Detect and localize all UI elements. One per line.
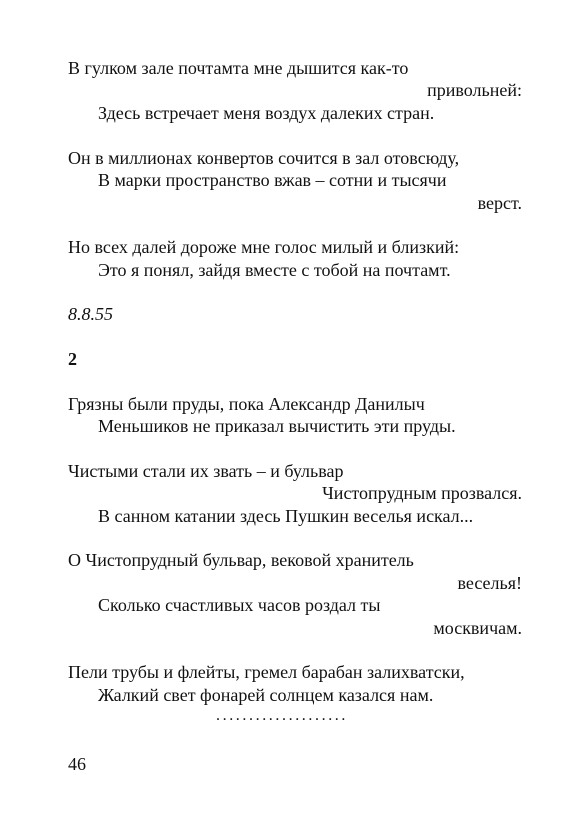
poem2-stanza4-line2: Жалкий свет фонарей солнцем казался нам. (98, 685, 434, 705)
poem1-stanza3-line1: Но всех далей дороже мне голос милый и близкий: (68, 237, 460, 257)
poem1-stanza2-line2: В марки пространство вжав – сотни и тысячи (98, 170, 447, 190)
poem2-stanza2-line1: Чистыми стали их звать – и бульвар (68, 461, 344, 481)
page-number: 46 (68, 754, 86, 774)
poem1-stanza1-line1-continuation: привольней: (427, 80, 522, 100)
poem2-number: 2 (68, 349, 77, 369)
poem2-stanza3-line2-continuation: москвичам. (433, 618, 522, 638)
poem2-stanza2-line1-continuation: Чистопрудным прозвался. (322, 483, 522, 503)
poem2-stanza3-line2: Сколько счастливых часов роздал ты (98, 595, 381, 615)
poem1-stanza2-line2-continuation: верст. (477, 193, 522, 213)
poem1-stanza2-line1: Он в миллионах конвертов сочится в зал отовсюду, (68, 148, 460, 168)
poem1-stanza1-line2: Здесь встречает меня воздух далеких стран. (98, 103, 435, 123)
poem1-date: 8.8.55 (68, 304, 113, 324)
poem2-stanza2-line2: В санном катании здесь Пушкин веселья искал... (98, 506, 474, 526)
poem1-stanza1-line1: В гулком зале почтамта мне дышится как-то (68, 58, 409, 78)
poem2-stanza4-line1: Пели трубы и флейты, гремел барабан залихватски, (68, 662, 465, 682)
poem2-stanza1-line2: Меньшиков не приказал вычистить эти пруды. (98, 416, 456, 436)
poem2-stanza1-line1: Грязны были пруды, пока Александр Данилыч (68, 394, 425, 414)
poem2-stanza3-line1: О Чистопрудный бульвар, вековой хранитель (68, 550, 414, 570)
omission-ellipsis: .................... (216, 707, 348, 724)
poem2-stanza3-line1-continuation: веселья! (457, 573, 522, 593)
poem1-stanza3-line2: Это я понял, зайдя вместе с тобой на почтамт. (98, 260, 451, 280)
